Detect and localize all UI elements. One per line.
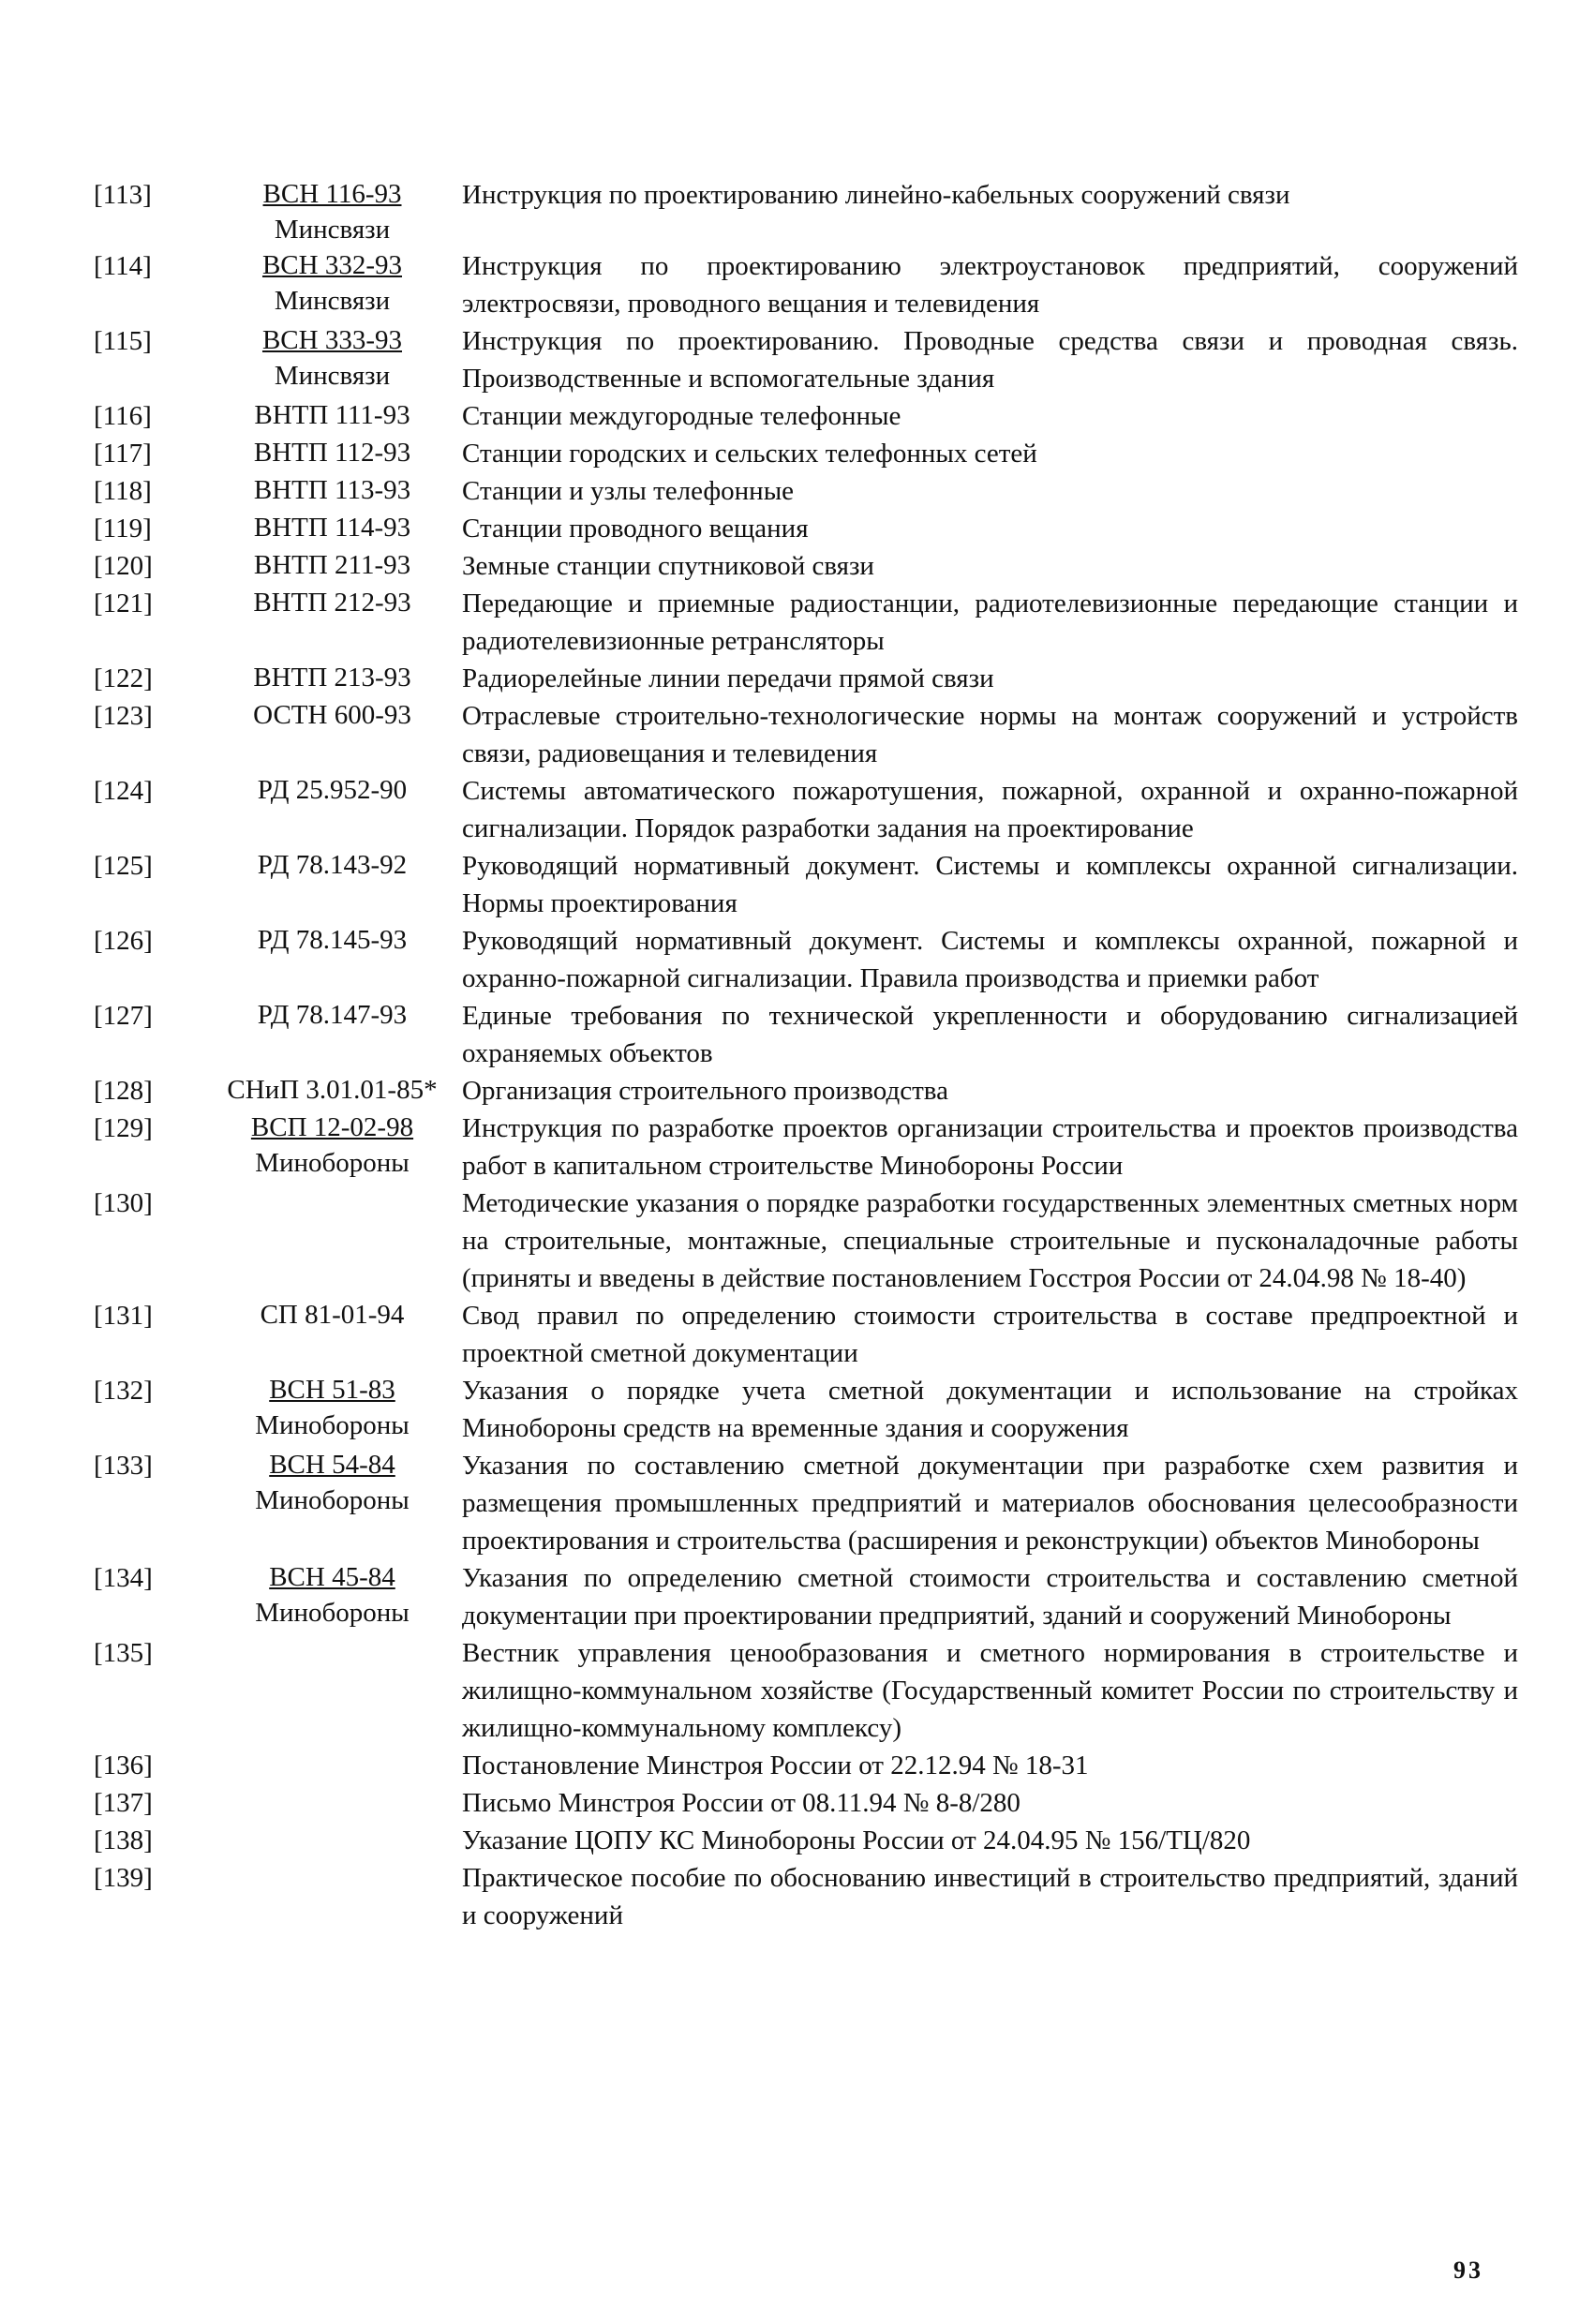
- reference-code: ВСП 12-02-98: [250, 1112, 414, 1142]
- reference-code-cell: [208, 585, 456, 620]
- reference-entry: [94, 1784, 1518, 1822]
- reference-entry: [94, 585, 1518, 660]
- reference-title: Указания по составлению сметной документации при разработке схем развития и размещения промышленных предприятий и материалов обоснования целесообразности проектирования и строительства (расширения и реконструкции) объектов Минобороны: [462, 1451, 1518, 1556]
- reference-number: [117]: [94, 439, 152, 469]
- reference-number: [113]: [94, 180, 152, 210]
- reference-entry: [94, 772, 1518, 847]
- reference-entry: [94, 435, 1518, 472]
- reference-title: Организация строительного производства: [462, 1076, 948, 1106]
- reference-number: [125]: [94, 851, 153, 881]
- reference-code: РД 78.143-92: [257, 850, 408, 880]
- reference-entry: [94, 997, 1518, 1072]
- reference-code-cell: [208, 1072, 456, 1108]
- reference-number: [134]: [94, 1563, 153, 1593]
- reference-code: ВСН 116-93: [262, 179, 402, 209]
- reference-entry: [94, 322, 1518, 397]
- reference-number: [132]: [94, 1376, 153, 1406]
- reference-code-cell: [208, 397, 456, 433]
- reference-entry: [94, 1822, 1518, 1859]
- reference-code: РД 25.952-90: [257, 775, 408, 805]
- reference-title: Отраслевые строительно-технологические нормы на монтаж сооружений и устройств связи, радиовещания и телевидения: [462, 701, 1518, 768]
- reference-title: Инструкция по проектированию линейно-кабельных сооружений связи: [462, 180, 1290, 210]
- reference-organization: Минобороны: [255, 1410, 410, 1440]
- reference-title: Указания по определению сметной стоимости строительства и составлению сметной документации при проектировании предприятий, зданий и сооружений Минобороны: [462, 1563, 1518, 1631]
- reference-number: [127]: [94, 1001, 153, 1031]
- reference-code-cell: [208, 176, 456, 247]
- reference-code-cell: [208, 660, 456, 695]
- reference-code: ВСН 45-84: [269, 1562, 395, 1592]
- reference-code-cell: [208, 772, 456, 808]
- reference-entry: [94, 697, 1518, 772]
- reference-title: Системы автоматического пожаротушения, пожарной, охранной и охранно-пожарной сигнализации. Порядок разработки задания на проектирование: [462, 776, 1518, 843]
- reference-title: Земные станции спутниковой связи: [462, 551, 874, 581]
- reference-title: Руководящий нормативный документ. Системы и комплексы охранной, пожарной и охранно-пожарной сигнализации. Правила производства и приемки работ: [462, 926, 1518, 993]
- reference-entry: [94, 1747, 1518, 1784]
- reference-title: Станции и узлы телефонные: [462, 476, 795, 506]
- reference-number: [133]: [94, 1451, 153, 1481]
- page-number: 93: [1453, 2257, 1483, 2284]
- reference-title: Станции проводного вещания: [462, 514, 809, 544]
- reference-number: [120]: [94, 551, 153, 581]
- reference-code: ВНТП 212-93: [253, 588, 411, 618]
- reference-entry: [94, 847, 1518, 922]
- reference-organization: Минобороны: [255, 1598, 410, 1628]
- reference-entry: [94, 247, 1518, 322]
- reference-title: Практическое пособие по обоснованию инвестиций в строительство предприятий, зданий и сооружений: [462, 1863, 1518, 1930]
- reference-organization: Минсвязи: [274, 361, 391, 391]
- reference-code-cell: [208, 1372, 456, 1443]
- reference-entry: [94, 397, 1518, 435]
- reference-entry: [94, 1559, 1518, 1634]
- reference-entry: [94, 1859, 1518, 1934]
- reference-code-cell: [208, 322, 456, 394]
- reference-title: Постановление Минстроя России от 22.12.94 № 18-31: [462, 1750, 1089, 1780]
- reference-entry: [94, 547, 1518, 585]
- reference-code: СНиП 3.01.01-85*: [227, 1075, 438, 1105]
- reference-entry: [94, 1297, 1518, 1372]
- reference-code-cell: [208, 472, 456, 508]
- reference-code: ВНТП 213-93: [253, 663, 411, 693]
- reference-code-cell: [208, 435, 456, 470]
- reference-title: Радиорелейные линии передачи прямой связи: [462, 663, 994, 693]
- reference-entry: [94, 510, 1518, 547]
- reference-title: Руководящий нормативный документ. Системы и комплексы охранной сигнализации. Нормы проектирования: [462, 851, 1518, 918]
- reference-title: Методические указания о порядке разработки государственных элементных сметных норм на строительные, монтажные, специальные строительные и пусконаладочные работы (приняты и введены в действие постановлением Госстроя России от 24.04.98 № 18-40): [462, 1188, 1518, 1293]
- reference-code: ВНТП 114-93: [253, 513, 411, 543]
- reference-entry: [94, 176, 1518, 247]
- reference-title: Указание ЦОПУ КС Минобороны России от 24.04.95 № 156/ТЦ/820: [462, 1825, 1251, 1855]
- reference-code: ВСН 332-93: [261, 250, 403, 280]
- reference-number: [123]: [94, 701, 153, 731]
- reference-entry: [94, 1184, 1518, 1297]
- reference-organization: Минсвязи: [274, 215, 391, 245]
- reference-number: [124]: [94, 776, 153, 806]
- reference-number: [126]: [94, 926, 153, 956]
- reference-code: ВСН 333-93: [261, 325, 403, 355]
- reference-title: Единые требования по технической укрепленности и оборудованию сигнализацией охраняемых объектов: [462, 1001, 1518, 1068]
- reference-code-cell: [208, 922, 456, 958]
- reference-number: [130]: [94, 1188, 153, 1218]
- reference-code: ВНТП 112-93: [253, 438, 411, 468]
- reference-number: [135]: [94, 1638, 153, 1668]
- reference-number: [114]: [94, 251, 152, 281]
- reference-title: Вестник управления ценообразования и сметного нормирования в строительстве и жилищно-коммунальном хозяйстве (Государственный комитет России по строительству и жилищно-коммунальному комплексу): [462, 1638, 1518, 1743]
- reference-title: Письмо Минстроя России от 08.11.94 № 8-8/280: [462, 1788, 1020, 1818]
- reference-title: Свод правил по определению стоимости строительства в составе предпроектной и проектной сметной документации: [462, 1301, 1518, 1368]
- reference-number: [138]: [94, 1825, 153, 1855]
- reference-entry: [94, 922, 1518, 997]
- reference-code-cell: [208, 547, 456, 583]
- reference-number: [128]: [94, 1076, 153, 1106]
- reference-code: СП 81-01-94: [260, 1300, 405, 1330]
- reference-title: Передающие и приемные радиостанции, радиотелевизионные передающие станции и радиотелевизионные ретрансляторы: [462, 588, 1518, 656]
- reference-title: Инструкция по проектированию. Проводные средства связи и проводная связь. Производственные и вспомогательные здания: [462, 326, 1518, 394]
- reference-organization: Минсвязи: [274, 286, 391, 316]
- reference-entry: [94, 1634, 1518, 1747]
- reference-code: ВСН 51-83: [269, 1375, 395, 1405]
- reference-code: РД 78.147-93: [257, 1000, 408, 1030]
- reference-title: Указания о порядке учета сметной документации и использование на стройках Минобороны средств на временные здания и сооружения: [462, 1376, 1518, 1443]
- reference-code-cell: [208, 510, 456, 545]
- reference-entry: [94, 472, 1518, 510]
- reference-entry: [94, 1447, 1518, 1559]
- reference-code: ВСН 54-84: [269, 1450, 395, 1480]
- reference-code-cell: [208, 247, 456, 319]
- reference-entry: [94, 1372, 1518, 1447]
- reference-code: ВНТП 111-93: [254, 400, 410, 430]
- reference-code: ОСТН 600-93: [253, 700, 411, 730]
- reference-code-cell: [208, 697, 456, 733]
- reference-code-cell: [208, 1110, 456, 1181]
- reference-organization: Минобороны: [255, 1148, 410, 1178]
- reference-number: [139]: [94, 1863, 153, 1893]
- reference-number: [115]: [94, 326, 152, 356]
- reference-code-cell: [208, 1297, 456, 1333]
- reference-code: РД 78.145-93: [257, 925, 408, 955]
- reference-title: Инструкция по разработке проектов организации строительства и проектов производства работ в капитальном строительстве Минобороны России: [462, 1113, 1518, 1181]
- reference-number: [131]: [94, 1301, 153, 1331]
- reference-code: ВНТП 211-93: [253, 550, 411, 580]
- reference-code: ВНТП 113-93: [253, 475, 411, 505]
- reference-organization: Минобороны: [255, 1485, 410, 1515]
- reference-code-cell: [208, 997, 456, 1033]
- reference-number: [119]: [94, 514, 152, 544]
- reference-entry: [94, 1072, 1518, 1110]
- reference-title: Инструкция по проектированию электроустановок предприятий, сооружений электросвязи, проводного вещания и телевидения: [462, 251, 1518, 319]
- reference-number: [116]: [94, 401, 152, 431]
- reference-entry: [94, 660, 1518, 697]
- reference-number: [137]: [94, 1788, 153, 1818]
- reference-title: Станции междугородные телефонные: [462, 401, 901, 431]
- reference-list: [94, 176, 1518, 1934]
- reference-title: Станции городских и сельских телефонных сетей: [462, 439, 1037, 469]
- reference-number: [122]: [94, 663, 153, 693]
- reference-code-cell: [208, 1447, 456, 1518]
- reference-code-cell: [208, 847, 456, 883]
- reference-number: [136]: [94, 1750, 153, 1780]
- reference-entry: [94, 1110, 1518, 1184]
- reference-code-cell: [208, 1559, 456, 1631]
- reference-number: [121]: [94, 588, 153, 618]
- reference-number: [129]: [94, 1113, 153, 1143]
- reference-number: [118]: [94, 476, 152, 506]
